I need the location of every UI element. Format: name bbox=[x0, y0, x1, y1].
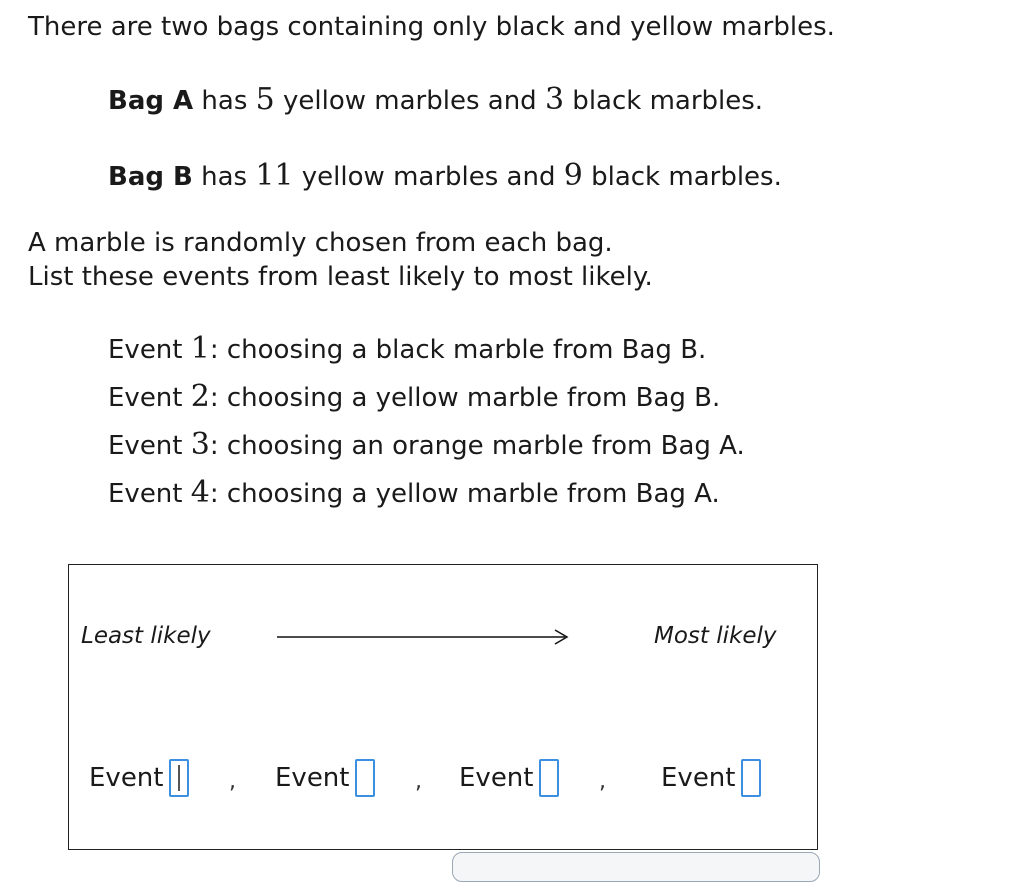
bag-b-name: Bag B bbox=[108, 162, 193, 192]
slot-3 bbox=[459, 759, 559, 797]
bag-b-black-count: 9 bbox=[563, 158, 583, 193]
separator-2: , bbox=[415, 769, 422, 794]
event-3-number: 3 bbox=[190, 427, 210, 462]
event-3-text: : choosing an orange marble from Bag A. bbox=[209, 431, 745, 461]
separator-3: , bbox=[599, 769, 606, 794]
arrow-right-icon bbox=[277, 627, 577, 647]
event-list bbox=[108, 330, 745, 522]
bag-b-post: black marbles. bbox=[582, 162, 782, 192]
bag-b-mid: yellow marbles and bbox=[293, 162, 564, 192]
event-3 bbox=[108, 426, 745, 474]
event-4-prefix: Event bbox=[108, 479, 191, 509]
event-2 bbox=[108, 378, 745, 426]
intro-text: There are two bags containing only black and yellow marbles. bbox=[28, 12, 835, 42]
bag-b-yellow-count: 11 bbox=[255, 158, 294, 193]
event-1-prefix: Event bbox=[108, 335, 191, 365]
event-1-text: : choosing a black marble from Bag B. bbox=[209, 335, 707, 365]
event-2-text: : choosing a yellow marble from Bag B. bbox=[209, 383, 721, 413]
bag-a-description bbox=[108, 82, 763, 117]
most-likely-label: Most likely bbox=[654, 623, 777, 649]
instruction-line-1: A marble is randomly chosen from each bag. bbox=[28, 228, 613, 258]
slot-3-label: Event bbox=[459, 763, 534, 793]
event-4 bbox=[108, 474, 745, 522]
slot-1-label: Event bbox=[89, 763, 164, 793]
event-4-number: 4 bbox=[190, 475, 210, 510]
instruction-line-2: List these events from least likely to most likely. bbox=[28, 262, 653, 292]
bag-a-name: Bag A bbox=[108, 86, 194, 116]
bag-a-black-count: 3 bbox=[544, 82, 565, 117]
slot-4-input[interactable] bbox=[741, 759, 761, 797]
event-2-number: 2 bbox=[190, 379, 210, 414]
separator-1: , bbox=[229, 769, 236, 794]
bag-b-has: has bbox=[192, 162, 256, 192]
instructions bbox=[28, 226, 653, 294]
slot-1 bbox=[89, 759, 189, 797]
answer-box bbox=[68, 564, 818, 850]
bag-a-yellow-count: 5 bbox=[255, 82, 275, 117]
action-bar[interactable] bbox=[452, 852, 820, 882]
bag-a-has: has bbox=[193, 86, 256, 116]
slot-1-input[interactable] bbox=[169, 759, 189, 797]
slot-4-label: Event bbox=[661, 763, 736, 793]
slot-2-label: Event bbox=[275, 763, 350, 793]
event-2-prefix: Event bbox=[108, 383, 191, 413]
least-likely-label: Least likely bbox=[81, 623, 211, 649]
event-3-prefix: Event bbox=[108, 431, 191, 461]
slot-3-input[interactable] bbox=[539, 759, 559, 797]
slot-4 bbox=[661, 759, 761, 797]
slot-2 bbox=[275, 759, 375, 797]
bag-b-description bbox=[108, 158, 782, 193]
event-1-number: 1 bbox=[190, 331, 210, 366]
bag-a-mid: yellow marbles and bbox=[274, 86, 545, 116]
event-4-text: : choosing a yellow marble from Bag A. bbox=[209, 479, 720, 509]
bag-a-post: black marbles. bbox=[564, 86, 764, 116]
event-1 bbox=[108, 330, 745, 378]
slot-2-input[interactable] bbox=[355, 759, 375, 797]
